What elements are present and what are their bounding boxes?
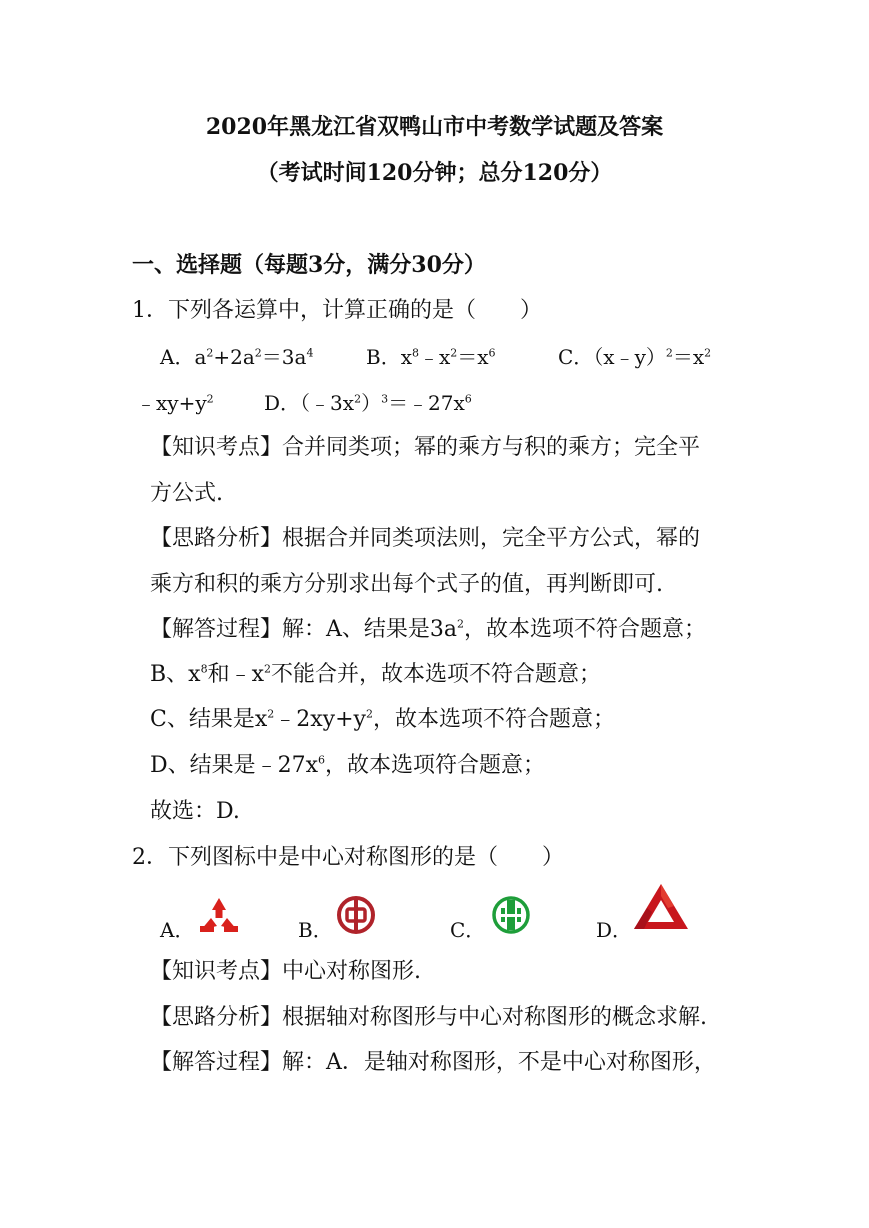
logo-c-icon (491, 895, 531, 935)
q2-option-d-label: D． (596, 918, 633, 942)
q2-option-b-label: B． (298, 918, 333, 942)
logo-a-icon (197, 896, 241, 934)
q1-analysis-cont: 乘方和积的乘方分别求出每个式子的值，再判断即可. (150, 572, 663, 597)
q2-option-a-label: A． (160, 918, 195, 942)
question-2-stem: 2．下列图标中是中心对称图形的是（ ） (132, 845, 564, 870)
q1-solution-line-4: D、结果是$﹣27x^6$，故本选项符合题意； (150, 753, 546, 778)
q2-analysis: 【思路分析】根据轴对称图形与中心对称图形的概念求解. (150, 1005, 707, 1030)
q1-option-c: C．$(x﹣y)^2=x^2$ (558, 345, 712, 369)
section-heading: 一、选择题（每题3分，满分30分） (132, 252, 486, 278)
q1-analysis: 【思路分析】根据合并同类项法则，完全平方公式，幂的 (150, 526, 701, 551)
q1-solution-line-1: 【解答过程】解：A、结果是$3a^2$，故本选项不符合题意； (150, 617, 707, 642)
q1-answer: 故选：D. (150, 799, 240, 824)
page-title: 2020年黑龙江省双鸭山市中考数学试题及答案 (205, 114, 664, 140)
page-subtitle: （考试时间120分钟；总分120分） (256, 160, 613, 186)
q2-option-c-label: C． (450, 918, 486, 942)
q1-option-c-continued: $﹣xy+y^2$ (136, 391, 214, 415)
q1-knowledge-cont: 方公式. (150, 481, 223, 506)
question-1-stem: 1．下列各运算中，计算正确的是（ ） (132, 298, 542, 323)
q1-option-a: A．$a^2+2a^2=3a^4$ (160, 345, 314, 369)
q1-solution-line-3: C、结果是$x^2﹣2xy+y^2$，故本选项不符合题意； (150, 707, 615, 732)
q1-knowledge: 【知识考点】合并同类项；幂的乘方与积的乘方；完全平 (150, 435, 701, 460)
logo-d-icon (632, 882, 690, 932)
logo-b-icon (336, 895, 376, 935)
q2-knowledge: 【知识考点】中心对称图形. (150, 959, 421, 984)
q1-solution-line-2: B、$x^8$和$﹣x^2$不能合并，故本选项不符合题意； (150, 662, 602, 687)
q2-solution-line-1: 【解答过程】解：A．是轴对称图形，不是中心对称图形， (150, 1050, 716, 1075)
q1-option-b: B．$x^8﹣x^2=x^6$ (366, 345, 496, 369)
q1-option-d: D．$(﹣3x^2)^3=﹣27x^6$ (264, 391, 472, 415)
